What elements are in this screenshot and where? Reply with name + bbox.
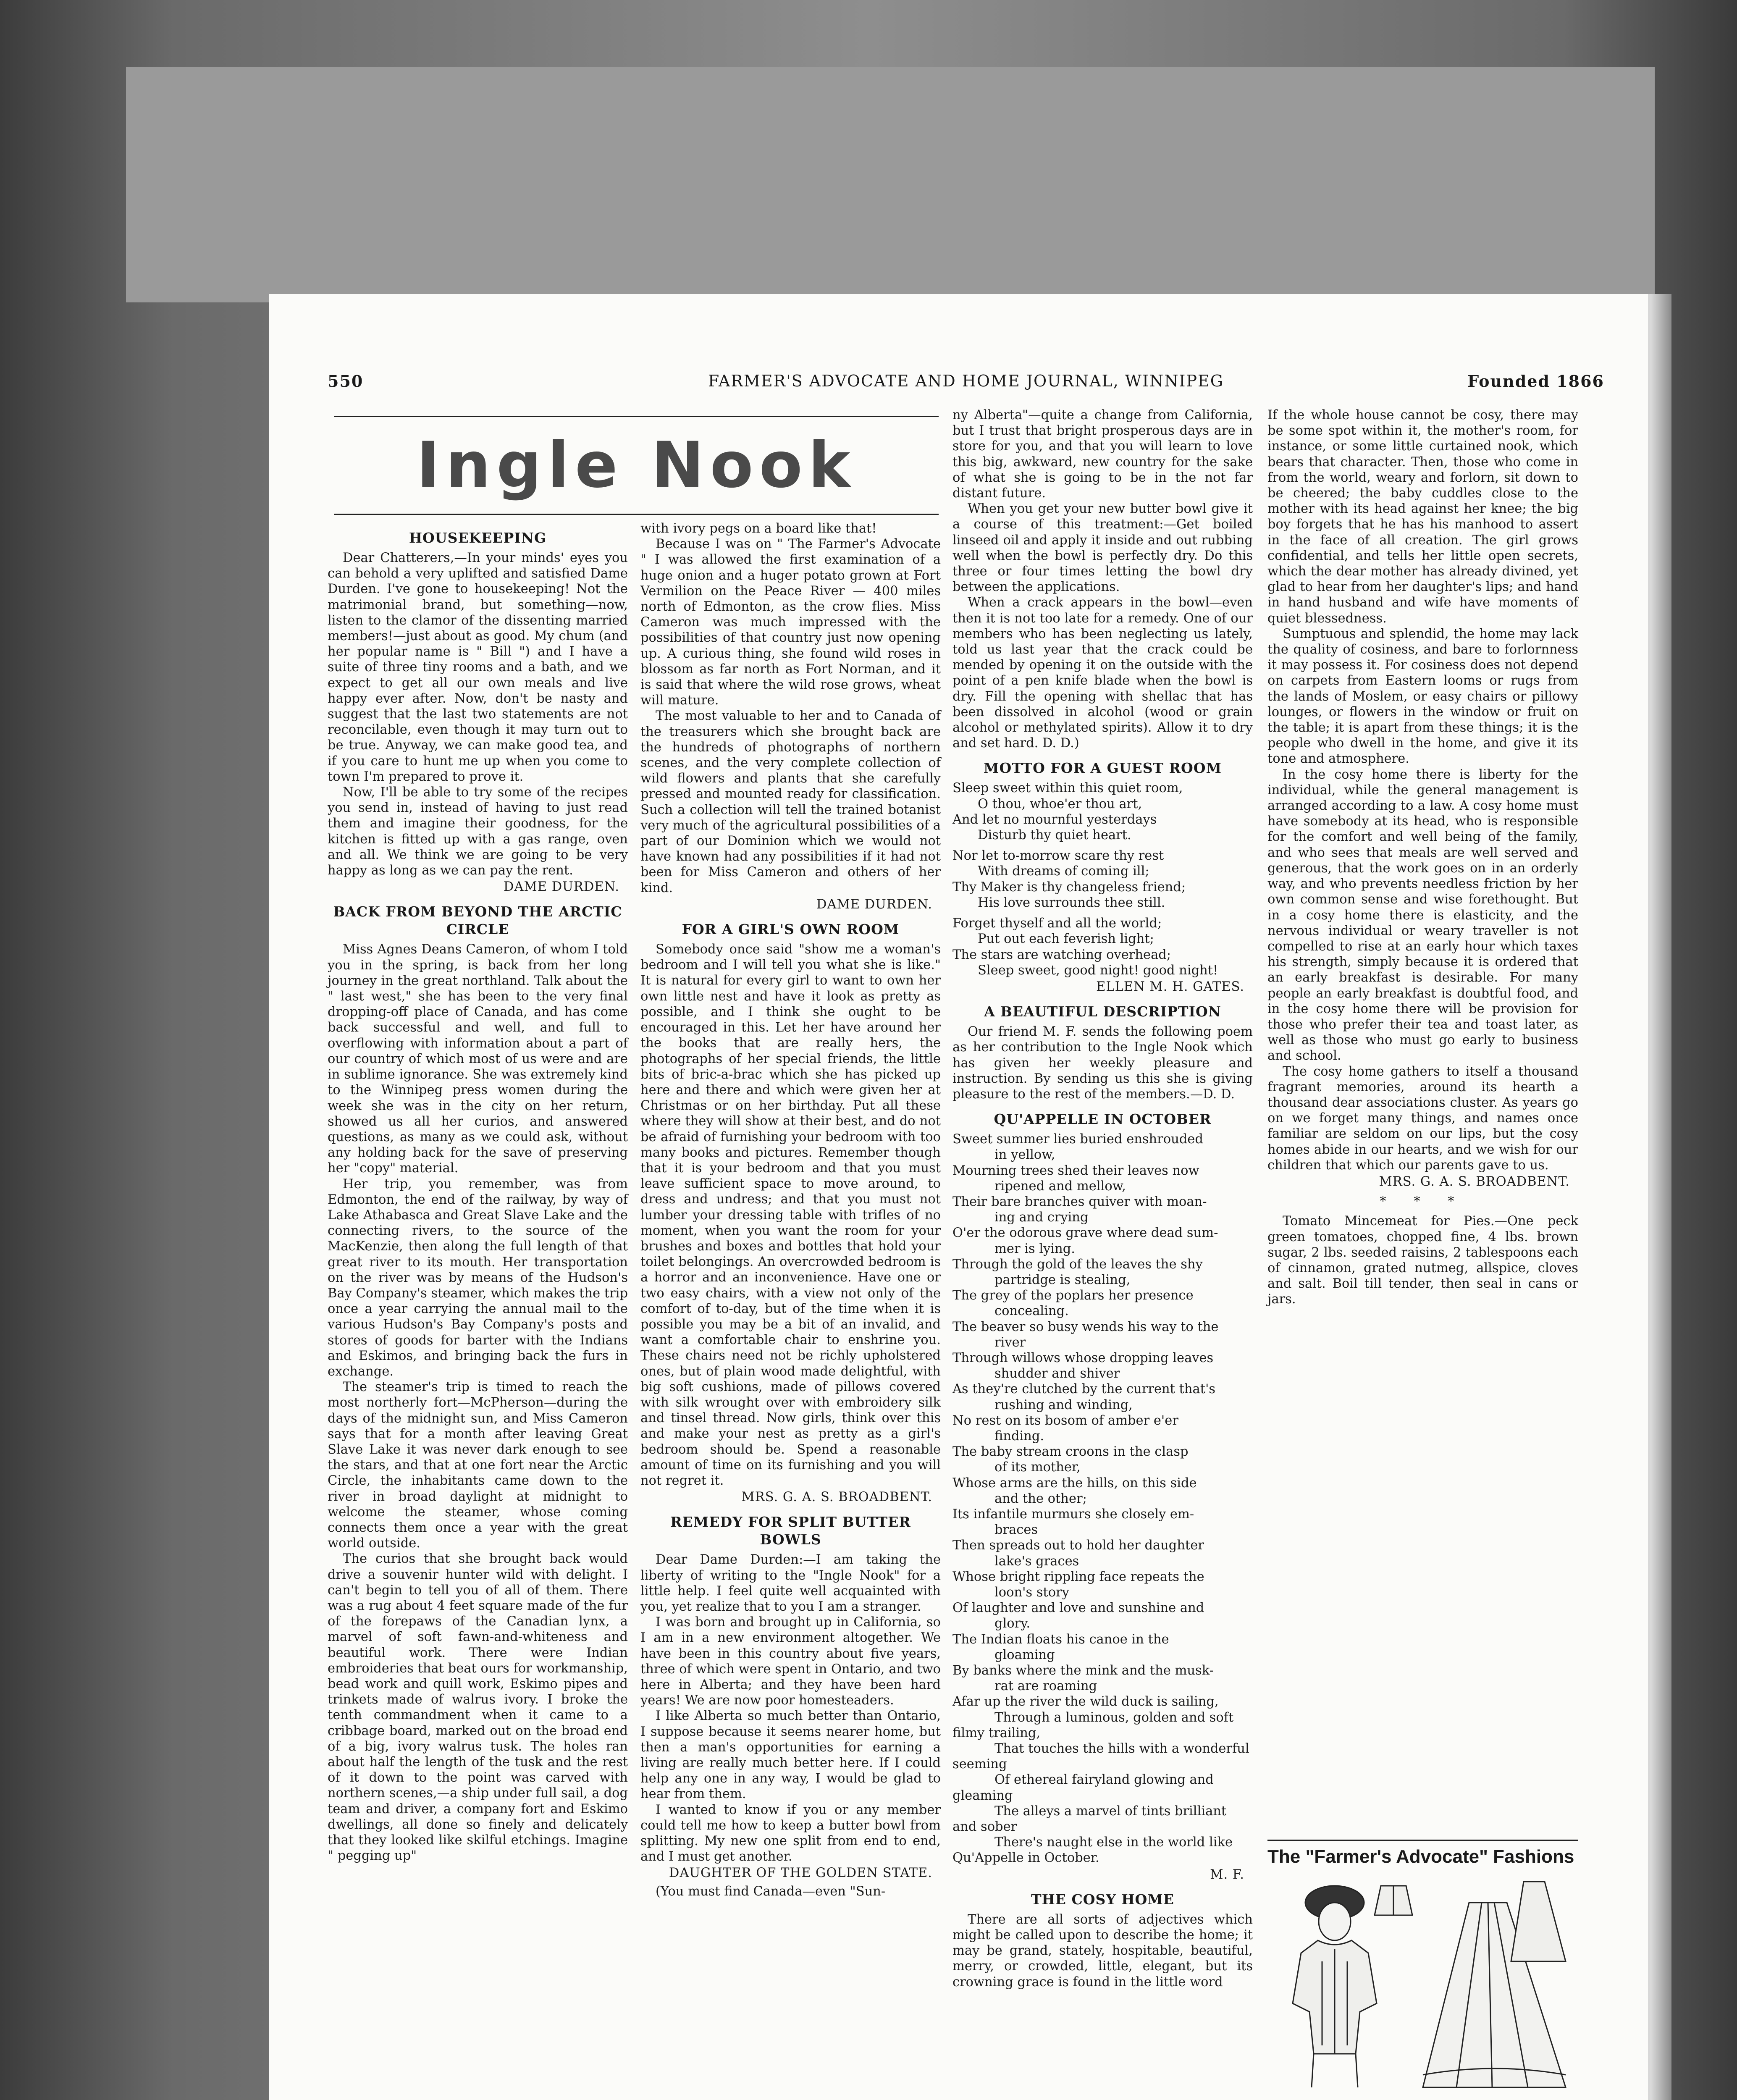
signature: ELLEN M. H. GATES. [1096, 979, 1244, 994]
paragraph: I wanted to know if you or any member could tell me how to keep a butter bowl from splitting. My new one split from end to end, and I must get another. [640, 1802, 941, 1864]
paragraph: Sumptuous and splendid, the home may lack the quality of cosiness, and bare to forlornness it may possess it. For cosiness does not depend on carpets from Eastern looms or rugs from the lands of Moslem, or easy chairs or pillowy lounges, or flowers in the window or fruit on the table; it is apart from these things; it is the people who dwell in the home, and give it its tone and atmosphere. [1267, 626, 1578, 766]
verse-line: mer is lying. [994, 1241, 1075, 1256]
paragraph: I like Alberta so much better than Ontario, I suppose because it seems nearer home, but then a man's opportunities for earning a living are really much better here. If I could help any one in any way, I would be glad to hear from them. [640, 1709, 941, 1802]
verse-line: Mourning trees shed their leaves now [952, 1163, 1199, 1178]
section-heading: FOR A GIRL'S OWN ROOM [682, 921, 900, 938]
verse-line: shudder and shiver [994, 1366, 1120, 1381]
verse-line: in yellow, [994, 1147, 1055, 1163]
section-heading: QU'APPELLE IN OCTOBER [994, 1111, 1212, 1128]
verse-line: There's naught else in the world like [994, 1835, 1233, 1850]
column-1 [328, 521, 628, 1864]
verse-line: and the other; [994, 1491, 1087, 1506]
title-banner [334, 416, 939, 515]
paragraph: Because I was on " The Farmer's Advocate " I was allowed the first examination of a huge onion and a huger potato grown at Fort Vermilion on the Peace River — 400 miles north of Edmonton, as the crow flies. Miss Cameron was much impressed with the possibilities of that country just now opening up. A curious thing, she found wild roses in blossom as far north as Fort Norman, and it is said that where the wild rose grows, wheat will mature. [640, 537, 941, 708]
verse-line: ing and crying [994, 1210, 1089, 1225]
paragraph: Dear Dame Durden:—I am taking the liberty of writing to the "Ingle Nook" for a little help. I feel quite well acquainted with you, yet realize that to you I am a stranger. [640, 1552, 941, 1614]
verse-line: O thou, whoe'er thou art, [978, 796, 1142, 811]
verse-line: Nor let to-morrow scare thy rest [952, 848, 1164, 864]
paragraph: The cosy home gathers to itself a thousand fragrant memories, around its hearth a thousand dear associations cluster. As years go on we forget many things, and names once familiar are seldom on our lips, but the cosy homes abide in our hearts, and we wish for our children that which our parents gave to us. [1267, 1064, 1578, 1173]
verse-line: The alleys a marvel of tints brilliant [994, 1803, 1227, 1819]
newspaper-page [269, 294, 1650, 2100]
paragraph: The curios that she brought back would drive a souvenir hunter wild with delight. I can't begin to tell you of all of them. There was a rug about 4 feet square made of the fur of the forepaws of the Canadian lynx, a marvel of soft fawn-and-whiteness and beautiful work. There were Indian embroideries that beat ours for workmanship, bead work and quill work, Eskimo pipes and trinkets made of walrus ivory. I broke the tenth commandment when it came to a cribbage board, marked out on the broad end of a big, ivory walrus tusk. The holes ran about half the length of the tusk and the rest of it down to the point was carved with northern scenes,—a ship under full sail, a dog team and driver, a company fort and Eskimo dwellings, all done so finely and delicately that they looked like skilful etchings. Imagine " pegging up" [328, 1551, 628, 1864]
signature: DAUGHTER OF THE GOLDEN STATE. [669, 1866, 932, 1881]
paragraph: I was born and brought up in California, so I am in a new environment altogether. We have been in this country about five years, three of which were spent in Ontario, and two here in Alberta; and they have been hard years! We are now poor homesteaders. [640, 1615, 941, 1708]
verse-line: That touches the hills with a wonderful [994, 1741, 1249, 1756]
verse-line: The grey of the poplars her presence [952, 1288, 1194, 1303]
verse-line: Forget thyself and all the world; [952, 916, 1162, 931]
verse-line: The Indian floats his canoe in the [952, 1632, 1169, 1647]
verse-line: And let no mournful yesterdays [952, 812, 1157, 827]
verse-line: rat are roaming [994, 1679, 1097, 1694]
verse-line: Sleep sweet, good night! good night! [978, 963, 1218, 978]
column-4 [1267, 407, 1578, 1307]
page-number: 550 [328, 372, 364, 391]
section-heading: HOUSEKEEPING [409, 530, 547, 546]
verse-line: Thy Maker is thy changeless friend; [952, 879, 1186, 895]
verse-line: Qu'Appelle in October. [952, 1851, 1099, 1866]
paragraph: Miss Agnes Deans Cameron, of whom I told you in the spring, is back from her long journey in the great northland. Talk about the " last west," she has been to the very final dropping-off place of Canada, and has come back successful and well, and full to overflowing with information about a part of our country of which most of us were and are in sublime ignorance. She was extremely kind to the Winnipeg press women during the week she was in the city on her return, showed us all her curios, and answered questions, as many as we could ask, without any holding back for the save of preserving her "copy" material. [328, 942, 628, 1176]
signature: DAME DURDEN. [816, 897, 932, 912]
verse-line: glory. [994, 1616, 1031, 1631]
verse-line: Through the gold of the leaves the shy [952, 1257, 1203, 1272]
paragraph: Dear Chatterers,—In your minds' eyes you can behold a very uplifted and satisfied Dame Durden. I've gone to housekeeping! Not the matrimonial brand, but something—now, listen to the clamor of the dissenting married members!—just about as good. My chum (and her popular name is " Bill ") and I have a suite of three tiny rooms and a bath, and we expect to get all our own meals and live happy ever after. Now, don't be nasty and suggest that the last two statements are not reconcilable, even though it may turn out to be true. Anyway, we can make good tea, and if you care to hunt me up when you come to town I'm prepared to prove it. [328, 551, 628, 784]
verse-line: Of laughter and love and sunshine and [952, 1601, 1204, 1616]
verse-line: river [994, 1335, 1026, 1350]
fashions-heading: The "Farmer's Advocate" Fashions [1267, 1840, 1578, 1869]
masthead: FARMER'S ADVOCATE AND HOME JOURNAL, WINNIPEG [708, 372, 1224, 390]
fashions-section [1267, 1840, 1578, 2100]
paragraph: When you get your new butter bowl give it a course of this treatment:—Get boiled linseed oil and apply it inside and out rubbing well when the bowl is perfectly dry. Do this three or four times letting the bowl dry between the applications. [952, 501, 1253, 595]
verse-line: Their bare branches quiver with moan- [952, 1194, 1207, 1209]
blouse-back-view [1375, 1886, 1412, 1915]
paragraph: The most valuable to her and to Canada of the treasurers which she brought back are the hundreds of photographs of northern scenes, and the very complete collection of wild flowers and plants that she carefully pressed and mounted ready for classification. Such a collection will tell the trained botanist very much of the agricultural possibilities of a part of our Dominion which we would not have known had any possibilities if it had not been for Miss Cameron and others of her kind. [640, 709, 941, 895]
verse-line: braces [994, 1522, 1038, 1538]
paragraph: ny Alberta"—quite a change from California, but I trust that bright prosperous days are in store for you, and that you will learn to love this big, awkward, new country for the sake of what she is going to be in the not far distant future. [952, 408, 1253, 501]
paragraph: Our friend M. F. sends the following poem as her contribution to the Ingle Nook which has given her weekly pleasure and instruction. By sending us this she is giving pleasure to the rest of the members.—D. D. [952, 1024, 1253, 1102]
separator-stars: * * * [1380, 1194, 1466, 1209]
verse-line: lake's graces [994, 1554, 1079, 1569]
verse-line: gloaming [994, 1647, 1055, 1662]
verse-line: and sober [952, 1819, 1017, 1835]
verse-line: The beaver so busy wends his way to the [952, 1319, 1219, 1334]
verse-line: No rest on its bosom of amber e'er [952, 1413, 1178, 1428]
verse-line: concealing. [994, 1304, 1069, 1319]
verse-line: Through a luminous, golden and soft [994, 1710, 1234, 1725]
signature: DAME DURDEN. [504, 879, 619, 895]
page-edge [1650, 294, 1671, 2100]
verse-line: gleaming [952, 1788, 1013, 1803]
paragraph: When a crack appears in the bowl—even then it is not too late for a remedy. One of our members who has been neglecting us lately, told us last year that the crack could be mended by opening it on the outside with the point of a pen knife blade when the bowl is dry. Fill the opening with shellac that has been dissolved in alcohol (wood or grain alcohol or methylated spirits). Allow it to dry and set hard. D. D.) [952, 595, 1253, 751]
motto-poem [952, 780, 1253, 978]
verse-line: Of ethereal fairyland glowing and [994, 1772, 1214, 1788]
quappelle-poem [952, 1131, 1253, 1866]
paragraph: Her trip, you remember, was from Edmonton, the end of the railway, by way of Lake Athabasca and Great Slave Lake and the connecting rivers, to the source of the MacKenzie, then along the full length of that great river to its mouth. Her transportation on the river was by means of the Hudson's Bay Company's steamer, which makes the trip once a year carrying the annual mail to the various Hudson's Bay Company's posts and stores of goods for barter with the Indians and Eskimos, and bringing back the furs in exchange. [328, 1176, 628, 1379]
founded-note: Founded 1866 [1467, 372, 1604, 391]
paragraph: In the cosy home there is liberty for the individual, while the general management is arranged according to a law. A cosy home must have somebody at its head, who is responsible for the comfort and well being of the family, and who sees that meals are well served and generous, that the work goes on in an orderly way, and who prevents needless friction by her own common sense and wise forethought. But in a cosy home there is elasticity, and the nervous individual or weary traveller is not compelled to rise at an early hour which taxes his strength, simply because it is ordered that an early breakfast is desirable. For many people an early breakfast is doubtful food, and in the cosy home there will be provision for those who prefer their tea and toast later, as well as those who must go early to business and school. [1267, 767, 1578, 1063]
section-heading: MOTTO FOR A GUEST ROOM [983, 760, 1222, 777]
blouse-figure [1293, 1886, 1377, 2087]
section-heading: THE COSY HOME [1031, 1891, 1174, 1908]
signature: MRS. G. A. S. BROADBENT. [1379, 1174, 1570, 1189]
verse-line: Sweet summer lies buried enshrouded [952, 1132, 1203, 1147]
section-heading: A BEAUTIFUL DESCRIPTION [984, 1003, 1221, 1020]
verse-line: of its mother, [994, 1460, 1081, 1475]
verse-line: The baby stream croons in the clasp [952, 1444, 1189, 1460]
verse-line: The stars are watching overhead; [952, 947, 1171, 962]
verse-line: Sleep sweet within this quiet room, [952, 781, 1183, 796]
verse-line: Then spreads out to hold her daughter [952, 1538, 1204, 1553]
verse-line: By banks where the mink and the musk- [952, 1663, 1214, 1678]
signature: MRS. G. A. S. BROADBENT. [741, 1490, 932, 1505]
verse-line: As they're clutched by the current that's [952, 1382, 1215, 1397]
paragraph: Somebody once said "show me a woman's bedroom and I will tell you what she is like." It is natural for every girl to want to own her own little nest and have it look as pretty as possible, and I think she ought to be encouraged in this. Let her have around her the books that are really hers, the photographs of her special friends, the little bits of bric-a-brac which she has picked up here and there and which were given her at Christmas or on her birthday. Put all these where they will show at their best, and do not be afraid of furnishing your bedroom with too many books and pictures. Remember though that it is your bedroom and that you must leave sufficient space to move around, to dress and undress; and that you must not lumber your dressing table with trifles of no moment, when you want the room for your brushes and boxes and bottles that hold your toilet belongings. An overcrowded bedroom is a horror and an inconvenience. Have one or two easy chairs, with a view not only of the comfort of to-day, but of the time when it is possible you may be a bit of an invalid, and want a comfortable chair to enshrine you. These chairs need not be richly upholstered ones, but of plain wood made delightful, with big soft cushions, made of pillows covered with silk wrought over with embroidery silk and tinsel thread. Now girls, think over this and make your nest as pretty as a girl's bedroom should be. Spend a reasonable amount of time on its furnishing and you will not regret it. [640, 942, 941, 1488]
paragraph: If the whole house cannot be cosy, there may be some spot within it, the mother's room, for instance, or some little curtained nook, which bears that character. Then, those who come in from the world, weary and forlorn, sit down to be cheered; the baby cuddles close to the mother with its head against her knee; the big boy forgets that he has his manhood to assert in the face of all creation. The girl grows confidential, and tells her little open secrets, which the dear mother has already divined, yet glad to hear from her daughter's lips; and hand in hand husband and wife have moments of quiet blessedness. [1267, 408, 1578, 626]
verse-line: Its infantile murmurs she closely em- [952, 1507, 1194, 1522]
verse-line: partridge is stealing, [994, 1272, 1131, 1287]
verse-line: Put out each feverish light; [978, 932, 1154, 947]
column-3 [952, 407, 1253, 1990]
paragraph: There are all sorts of adjectives which might be called upon to describe the home; it may be grand, stately, hospitable, beautiful, merry, or crowded, little, elegant, but its crowning grace is found in the little word [952, 1912, 1253, 1990]
verse-line: seeming [952, 1757, 1007, 1772]
verse-line: With dreams of coming ill; [978, 864, 1149, 879]
paragraph: (You must find Canada—even "Sun- [656, 1884, 886, 1899]
verse-line [952, 843, 1253, 848]
verse-line: loon's story [994, 1585, 1069, 1600]
recipe: Tomato Mincemeat for Pies.—One peck green tomatoes, chopped fine, 4 lbs. brown sugar, 2 lbs. seeded raisins, 2 tablespoons each of cinnamon, grated nutmeg, allspice, cloves and salt. Boil till tender, then seal in cans or jars. [1267, 1214, 1578, 1307]
page-title: Ingle Nook [416, 429, 856, 502]
paragraph: Now, I'll be able to try some of the recipes you send in, instead of having to just read them and imagine their goodness, for the kitchen is fitted up with a gas range, oven and all. We think we are going to be very happy as long as we can pay the rent. [328, 785, 628, 878]
verse-line: Disturb thy quiet heart. [978, 828, 1131, 843]
verse-line [952, 911, 1253, 916]
section-heading: BACK FROM BEYOND THE ARCTIC CIRCLE [333, 903, 622, 938]
column-2 [640, 521, 941, 1899]
verse-line: His love surrounds thee still. [978, 895, 1165, 910]
signature: M. F. [1210, 1867, 1244, 1882]
verse-line: O'er the odorous grave where dead sum- [952, 1226, 1218, 1241]
paragraph: The steamer's trip is timed to reach the most northerly fort—McPherson—during the days of the midnight sun, and Miss Cameron says that for a month after leaving Great Slave Lake it was never dark enough to see the stars, and that at one fort near the Arctic Circle, the inhabitants came down to the river in broad daylight at midnight to welcome the steamer, whose coming connects them once a year with the great world outside. [328, 1380, 628, 1551]
verse-line: Afar up the river the wild duck is sailing, [952, 1694, 1219, 1709]
verse-line: rushing and winding, [994, 1397, 1133, 1412]
verse-line: Whose arms are the hills, on this side [952, 1475, 1197, 1491]
verse-line: Through willows whose dropping leaves [952, 1350, 1214, 1365]
verse-line: ripened and mellow, [994, 1179, 1126, 1194]
paragraph: with ivory pegs on a board like that! [640, 521, 877, 536]
skirt-back-view [1511, 1882, 1566, 1961]
page-header [328, 372, 1604, 397]
background-sheet [126, 67, 1655, 302]
verse-line: filmy trailing, [952, 1725, 1041, 1740]
verse-line: Whose bright rippling face repeats the [952, 1569, 1204, 1584]
verse-line: finding. [994, 1428, 1044, 1444]
fashion-illustration [1272, 1877, 1574, 2096]
section-heading: REMEDY FOR SPLIT BUTTER BOWLS [670, 1514, 911, 1548]
